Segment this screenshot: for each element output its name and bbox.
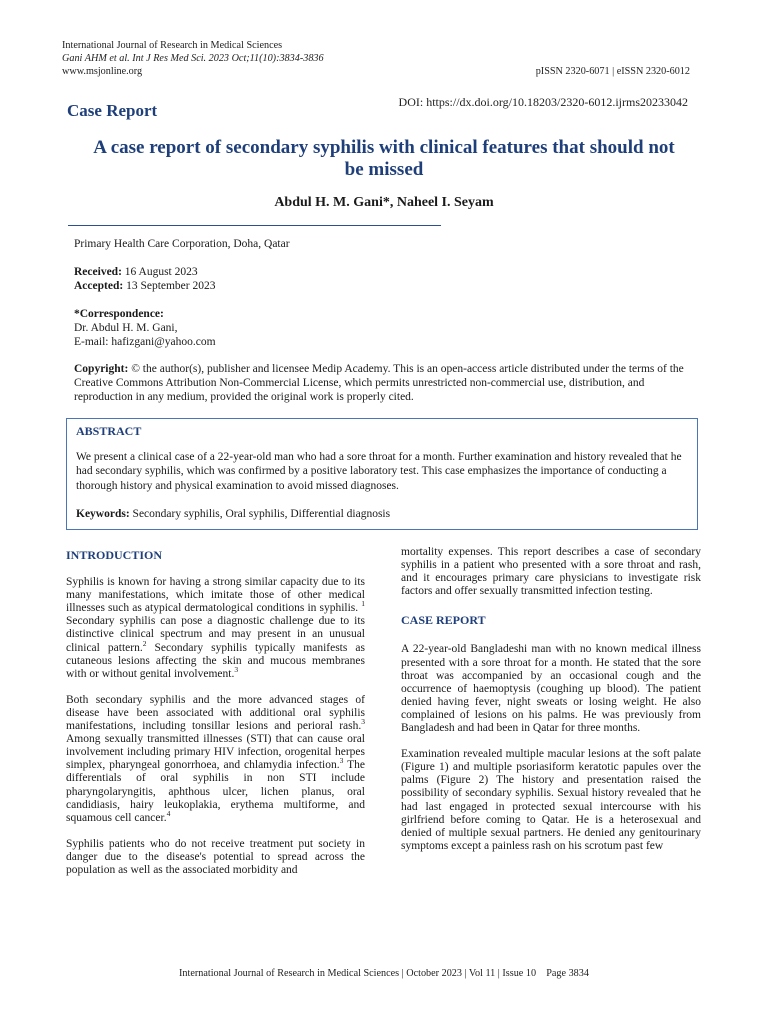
page-footer: International Journal of Research in Medical Sciences | October 2023 | Vol 11 | Issue 10 Page 3834 [179,968,589,979]
ref: 3 [339,756,344,766]
article-title [50,137,718,181]
doi: DOI: https://dx.doi.org/10.18203/2320-6012.ijrms20233042 [398,95,688,109]
intro-p1b-text: Secondary syphilis can pose a diagnostic challenge due to its distinctive clinical spectrum and may present in an unusual clinical pattern. [66,615,365,654]
accepted [74,279,696,293]
intro-p1c-text: Secondary syphilis typically manifests as cutaneous lesions affecting the skin and mucous membranes with or without genital involvement. [66,641,365,680]
received [74,265,696,279]
intro-paragraph-1 [66,576,365,681]
case-paragraph-1: A 22-year-old Bangladeshi man with no known medical illness presented with a sore throat for a month. He stated that the sore throat was accompanied by an occasional cough and the occurrence of haemoptysis (coughing up blood). The patient denied having fever, night sweats or losing weight. He also complained of lesions on his palms. He was previously from Bangladesh and had been in Qatar for three months. [401,643,701,735]
received-value: 16 August 2023 [124,266,198,278]
introduction-heading: INTRODUCTION [66,548,163,562]
article-type: Case Report [67,101,158,120]
authors: Abdul H. M. Gani*, Naheel I. Seyam [274,195,494,210]
case-report-heading: CASE REPORT [401,613,486,628]
left-column [66,549,365,890]
ref: 3 [234,664,239,674]
copyright-text: © the author(s), publisher and licensee Medip Academy. This is an open-access article distributed under the terms of the Creative Commons Attribution Non-Commercial License, which permits unrestricted non-commercial use, distribution, and reproduction in any medium, provided the original work is properly cited. [74,363,684,403]
intro-p2a-text: Both secondary syphilis and the more advanced stages of disease have been associated with additional oral syphilis manifestations, including tonsillar lesions and perioral rash. [66,693,365,733]
accepted-label: Accepted: [74,280,124,292]
keywords-label: Keywords: [76,508,130,520]
affiliation: Primary Health Care Corporation, Doha, Qatar [74,238,290,250]
ref: 1 [361,599,365,609]
ref: 2 [142,638,147,648]
accepted-value: 13 September 2023 [126,280,216,292]
received-label: Received: [74,266,122,278]
keywords [76,508,390,520]
title-line-2: be missed [344,159,424,180]
case-paragraph-2: Examination revealed multiple macular lesions at the soft palate (Figure 1) and multiple psoriasiform keratotic papules over the palms (Figure 2) The history and presentation raised the possibility of secondary syphilis. Sexual history revealed that he had last engaged in protected sexual intercourse with his girlfriend before coming to Qatar. He is a heterosexual and denied of multiple sexual partners. He denied any genitourinary symptoms except a painless rash on his scrotum past few [401,748,701,852]
intro-p2c-text: The differentials of oral syphilis in non STI include pharyngolaryngitis, aphthous ulcer, lichen planus, oral candidiasis, hairy leukoplakia, erythema multiforme, and squamous cell cancer. [66,759,365,824]
right-paragraph-1: mortality expenses. This report describes a case of secondary syphilis in a patient who presented with a sore throat and rash, and it encourages primary care physicians to investigate risk factors and offer sexually transmitted infection testing. [401,546,701,598]
issn: pISSN 2320-6071 | eISSN 2320-6012 [535,66,690,77]
keywords-text: Secondary syphilis, Oral syphilis, Differential diagnosis [132,508,391,520]
ref: 4 [166,808,171,818]
ref: 3 [361,717,365,727]
intro-paragraph-3: Syphilis patients who do not receive treatment put society in danger due to the disease's potential to spread across the population as well as the associated morbidity and [66,837,365,876]
right-column [401,546,701,866]
divider [68,225,441,226]
copyright-label: Copyright: [74,363,129,375]
correspondence [74,307,696,349]
abstract-heading: ABSTRACT [76,424,142,438]
title-line-1: A case report of secondary syphilis with clinical features that should not [93,137,675,158]
website: www.msjonline.org [62,66,143,77]
intro-paragraph-2 [66,694,365,825]
correspondence-label: *Correspondence: [74,308,164,320]
citation: Gani AHM et al. Int J Res Med Sci. 2023 Oct;11(10):3834-3836 [62,53,324,64]
intro-p1-text: Syphilis is known for having a strong similar capacity due to its many manifestations, which imitate those of other medical illnesses such as atypical dermatological conditions in syphilis. [66,576,365,615]
intro-p2b-text: Among sexually transmitted illnesses (STI) that can cause oral involvement including primary HIV infection, orogenital herpes simplex, pharyngeal gonorrhoea, and chlamydia infection. [66,733,365,772]
correspondence-name: Dr. Abdul H. M. Gani, [74,322,178,334]
correspondence-email: E-mail: hafizgani@yahoo.com [74,336,216,348]
abstract-text: We present a clinical case of a 22-year-old man who had a sore throat for a month. Further examination and history revealed that he had secondary syphilis, which was confirmed by a positive laboratory test. This case emphasizes the importance of conducting a thorough history and physical examination to avoid missed diagnoses. [76,451,682,492]
copyright [74,362,696,404]
journal-name: International Journal of Research in Medical Sciences [62,40,283,51]
